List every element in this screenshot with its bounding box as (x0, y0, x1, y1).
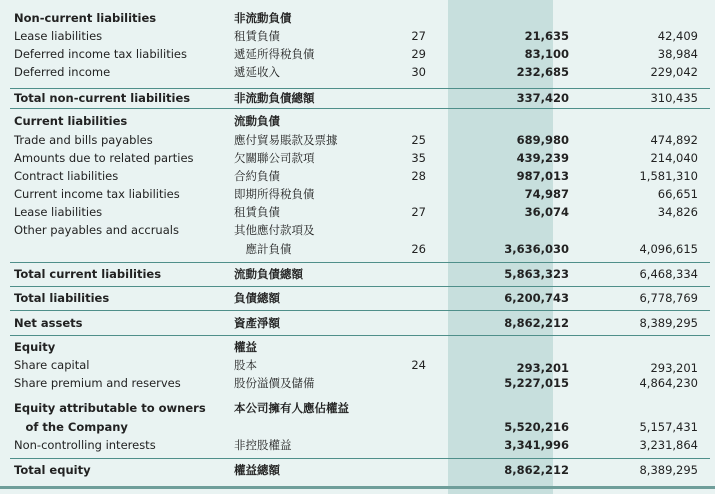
label-zh: 流動負債總額 (234, 267, 303, 281)
label-zh: 股份溢價及儲備 (234, 376, 315, 390)
table-row (0, 45, 715, 63)
divider (10, 310, 710, 311)
label-en: Total equity (14, 463, 91, 477)
label-en: Non-current liabilities (14, 11, 157, 25)
current-year-value: 8,862,212 (504, 316, 569, 330)
label-zh: 應計負債 (234, 242, 292, 256)
table-row (0, 185, 715, 203)
note-number: 25 (411, 133, 426, 147)
label-zh: 遞延收入 (234, 65, 280, 79)
label-en: Trade and bills payables (14, 133, 153, 147)
label-zh: 負債總額 (234, 291, 280, 305)
prior-year-value: 214,040 (650, 151, 698, 165)
table-row (0, 112, 715, 130)
label-en: Current income tax liabilities (14, 187, 180, 201)
label-zh: 本公司擁有人應佔權益 (234, 401, 349, 415)
table-row-total (0, 265, 715, 283)
label-zh: 股本 (234, 358, 257, 372)
label-zh: 非流動負債 (234, 11, 292, 25)
label-zh: 合約負債 (234, 169, 280, 183)
label-zh: 權益總額 (234, 463, 280, 477)
table-row-total (0, 289, 715, 307)
prior-year-value: 3,231,864 (639, 438, 698, 452)
prior-year-value: 293,201 (650, 361, 698, 375)
prior-year-value: 66,651 (657, 187, 698, 201)
prior-year-value: 8,389,295 (639, 463, 698, 477)
prior-year-value: 4,096,615 (639, 242, 698, 256)
table-row (0, 203, 715, 221)
current-year-value: 439,239 (516, 151, 569, 165)
prior-year-value: 34,826 (657, 205, 698, 219)
label-en: Share premium and reserves (14, 376, 181, 390)
label-en: Deferred income tax liabilities (14, 47, 187, 61)
current-year-value: 36,074 (524, 205, 569, 219)
label-en: Other payables and accruals (14, 223, 179, 237)
current-year-value: 337,420 (516, 91, 569, 105)
label-zh: 資產淨額 (234, 316, 280, 330)
label-zh: 非流動負債總額 (234, 91, 315, 105)
prior-year-value: 1,581,310 (639, 169, 698, 183)
table-row-total (0, 89, 715, 107)
divider (10, 262, 710, 263)
table-row (0, 436, 715, 454)
note-number: 35 (411, 151, 426, 165)
label-en: of the Company (14, 420, 128, 434)
table-row (0, 418, 715, 436)
current-year-value: 21,635 (524, 29, 569, 43)
bottom-rule (0, 486, 715, 489)
label-en: Equity attributable to owners (14, 401, 206, 415)
table-row (0, 240, 715, 258)
label-en: Total current liabilities (14, 267, 162, 281)
current-year-value: 689,980 (516, 133, 569, 147)
label-en: Deferred income (14, 65, 111, 79)
note-number: 26 (411, 242, 426, 256)
label-zh: 應付貿易賬款及票據 (234, 133, 338, 147)
divider (10, 335, 710, 336)
current-year-value: 232,685 (516, 65, 569, 79)
current-year-value: 83,100 (524, 47, 569, 61)
label-zh: 租賃負債 (234, 205, 280, 219)
label-zh: 權益 (234, 340, 257, 354)
note-number: 27 (411, 205, 426, 219)
table-row (0, 338, 715, 356)
label-en: Current liabilities (14, 114, 128, 128)
table-row-total (0, 314, 715, 332)
prior-year-value: 6,778,769 (639, 291, 698, 305)
prior-year-value: 8,389,295 (639, 316, 698, 330)
label-en: Total liabilities (14, 291, 110, 305)
label-en: Net assets (14, 316, 83, 330)
table-row (0, 27, 715, 45)
prior-year-value: 42,409 (657, 29, 698, 43)
prior-year-value: 6,468,334 (639, 267, 698, 281)
current-year-value: 8,862,212 (504, 463, 569, 477)
label-en: Lease liabilities (14, 205, 103, 219)
prior-year-value: 38,984 (657, 47, 698, 61)
note-number: 28 (411, 169, 426, 183)
label-zh: 流動負債 (234, 114, 280, 128)
table-row (0, 221, 715, 239)
current-year-value: 6,200,743 (504, 291, 569, 305)
divider (10, 108, 710, 109)
label-zh: 遞延所得稅負債 (234, 47, 315, 61)
prior-year-value: 310,435 (650, 91, 698, 105)
label-zh: 欠關聯公司款項 (234, 151, 315, 165)
prior-year-value: 4,864,230 (639, 376, 698, 390)
divider (10, 458, 710, 459)
label-en: Contract liabilities (14, 169, 119, 183)
note-number: 24 (411, 358, 426, 372)
table-row (0, 149, 715, 167)
label-zh: 其他應付款項及 (234, 223, 315, 237)
label-en: Lease liabilities (14, 29, 103, 43)
prior-year-value: 5,157,431 (639, 420, 698, 434)
prior-year-value: 229,042 (650, 65, 698, 79)
table-row (0, 167, 715, 185)
note-number: 29 (411, 47, 426, 61)
label-en: Non-controlling interests (14, 438, 156, 452)
current-year-value: 5,520,216 (504, 420, 569, 434)
table-row (0, 374, 715, 392)
table-row (0, 399, 715, 417)
prior-year-value: 474,892 (650, 133, 698, 147)
current-year-value: 74,987 (524, 187, 569, 201)
table-row (0, 9, 715, 27)
table-row-total (0, 461, 715, 479)
current-year-value: 3,636,030 (504, 242, 569, 256)
label-en: Amounts due to related parties (14, 151, 194, 165)
label-zh: 非控股權益 (234, 438, 292, 452)
label-en: Total non-current liabilities (14, 91, 191, 105)
current-year-value: 3,341,996 (504, 438, 569, 452)
note-number: 27 (411, 29, 426, 43)
divider (10, 286, 710, 287)
current-year-value: 293,201 (516, 361, 569, 375)
current-year-value: 5,863,323 (504, 267, 569, 281)
table-row (0, 63, 715, 81)
current-year-value: 5,227,015 (504, 376, 569, 390)
label-en: Equity (14, 340, 56, 354)
label-zh: 租賃負債 (234, 29, 280, 43)
note-number: 30 (411, 65, 426, 79)
table-row (0, 131, 715, 149)
label-zh: 即期所得稅負債 (234, 187, 315, 201)
current-year-value: 987,013 (516, 169, 569, 183)
label-en: Share capital (14, 358, 90, 372)
